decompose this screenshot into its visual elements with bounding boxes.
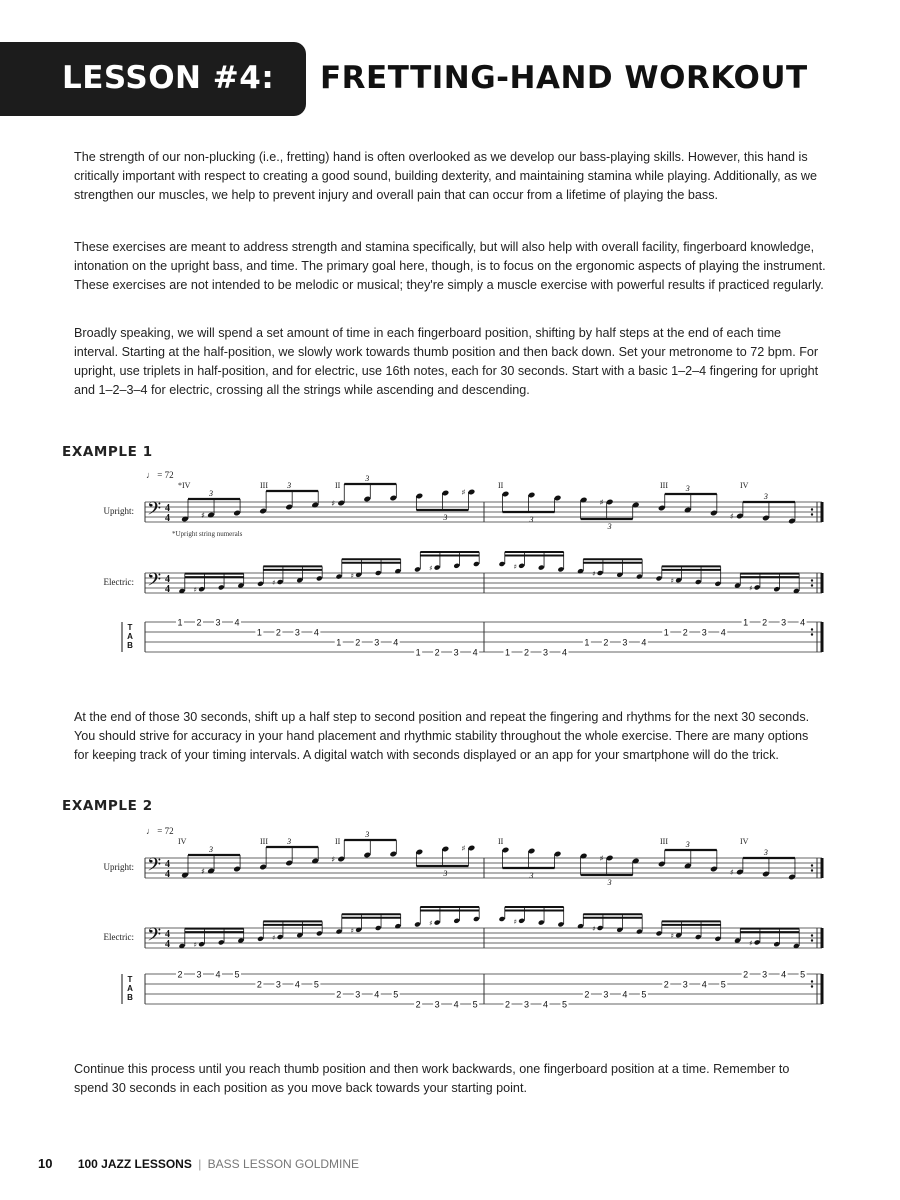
tab-fret-number: 1 (177, 617, 183, 628)
bass-clef-icon: 𝄢 (147, 499, 162, 524)
tab-fret-number: 1 (663, 627, 669, 638)
triplet-marking: 3 (607, 522, 612, 531)
string-numeral: II (498, 481, 504, 490)
sharp-sign: ♯ (513, 562, 518, 571)
sharp-sign: ♯ (331, 855, 336, 864)
tab-fret-number: 2 (682, 627, 688, 638)
tab-fret-number: 2 (177, 969, 183, 980)
triplet-marking: 3 (685, 484, 690, 493)
tab-clef-letter: B (127, 993, 133, 1002)
page-footer (38, 1156, 359, 1171)
sharp-sign: ♯ (350, 571, 355, 580)
sharp-sign: ♯ (461, 844, 466, 853)
footer-book-title: 100 JAZZ LESSONS (77, 1157, 192, 1171)
string-numeral: II (335, 481, 341, 490)
repeat-dot (811, 584, 813, 586)
sharp-sign: ♯ (749, 939, 753, 948)
tab-clef-letter: A (127, 632, 133, 641)
sharp-sign: ♯ (350, 926, 355, 935)
body-paragraph-4: At the end of those 30 seconds, shift up a half step to second position and repeat the fingering and rhythms for the next 30 seconds. You should strive for accuracy in your hand placement and rhythmic stability throughout the whole exercise. There are many options for keeping track of your timing intervals. A digital watch with seconds displayed or an app for your smartphone will do the trick. (74, 710, 810, 762)
repeat-dot (811, 985, 813, 987)
string-numeral: III (660, 837, 668, 846)
upright-staff-label: Upright: (103, 506, 134, 516)
tab-fret-number: 2 (762, 617, 768, 628)
tab-fret-number: 2 (196, 617, 202, 628)
tab-fret-number: 2 (504, 999, 511, 1010)
tab-fret-number: 3 (275, 979, 281, 990)
tab-fret-number: 3 (453, 647, 459, 658)
tab-clef-letter: B (127, 641, 133, 650)
sharp-sign: ♯ (592, 925, 596, 933)
tab-fret-number: 4 (542, 999, 549, 1010)
sharp-sign: ♯ (201, 867, 205, 876)
sharp-sign: ♯ (461, 488, 466, 497)
sharp-sign: ♯ (193, 941, 198, 950)
footer-separator: | (198, 1157, 202, 1171)
tempo-marking: ♩ = 72 (146, 826, 174, 836)
tab-fret-number: 1 (256, 627, 262, 638)
tab-fret-number: 4 (622, 989, 628, 1000)
triplet-marking: 3 (287, 481, 292, 490)
time-signature-top: 4 (165, 503, 170, 514)
tab-fret-number: 3 (762, 969, 768, 980)
tab-fret-number: 2 (355, 637, 361, 648)
sharp-sign: ♯ (670, 577, 675, 586)
tab-fret-number: 2 (523, 647, 530, 658)
time-signature-bottom: 4 (165, 584, 170, 595)
upright-footnote: *Upright string numerals (172, 530, 243, 538)
triplet-marking: 3 (529, 871, 534, 880)
repeat-dot (811, 628, 813, 630)
tab-fret-number: 4 (374, 989, 380, 1000)
tab-fret-number: 4 (393, 637, 399, 648)
tab-clef-letter: T (127, 975, 133, 984)
tab-fret-number: 3 (374, 637, 380, 648)
tab-fret-number: 5 (641, 989, 647, 1000)
time-signature-bottom: 4 (165, 939, 170, 950)
tab-fret-number: 4 (472, 647, 478, 658)
sharp-sign: ♯ (513, 917, 518, 926)
tab-fret-number: 2 (663, 979, 669, 990)
tab-fret-number: 4 (234, 617, 240, 628)
tab-fret-number: 2 (434, 647, 440, 658)
upright-staff-label: Upright: (103, 862, 134, 872)
page-number: 10 (38, 1156, 53, 1171)
tab-fret-number: 2 (603, 637, 609, 648)
tab-fret-number: 5 (313, 979, 319, 990)
tab-fret-number: 3 (355, 989, 361, 1000)
tab-fret-number: 3 (294, 627, 300, 638)
triplet-marking: 3 (607, 878, 612, 887)
tab-fret-number: 3 (542, 647, 549, 658)
tab-fret-number: 4 (561, 647, 568, 658)
tab-fret-number: 5 (234, 969, 240, 980)
time-signature-top: 4 (165, 859, 170, 870)
triplet-marking: 3 (763, 848, 768, 857)
string-numeral: *IV (178, 481, 191, 490)
tab-fret-number: 4 (215, 969, 221, 980)
repeat-dot (811, 508, 813, 510)
tab-fret-number: 4 (453, 999, 459, 1010)
triplet-marking: 3 (443, 869, 448, 878)
tab-fret-number: 2 (415, 999, 421, 1010)
string-numeral: II (498, 837, 504, 846)
example-1-notation (60, 466, 830, 666)
triplet-marking: 3 (685, 840, 690, 849)
tab-fret-number: 4 (720, 627, 726, 638)
tab-fret-number: 3 (215, 617, 221, 628)
repeat-dot (811, 579, 813, 581)
electric-staff-label: Electric: (103, 932, 134, 942)
string-numeral: IV (178, 837, 187, 846)
triplet-marking: 3 (287, 837, 292, 846)
repeat-dot (811, 513, 813, 515)
string-numeral: II (335, 837, 341, 846)
tab-fret-number: 4 (641, 637, 647, 648)
tab-clef-letter: T (127, 623, 133, 632)
tab-fret-number: 5 (720, 979, 726, 990)
string-numeral: IV (740, 837, 749, 846)
tab-fret-number: 4 (313, 627, 319, 638)
tab-fret-number: 4 (800, 617, 806, 628)
sharp-sign: ♯ (331, 499, 336, 508)
time-signature-bottom: 4 (165, 513, 170, 524)
tab-fret-number: 3 (701, 627, 707, 638)
tab-fret-number: 4 (701, 979, 707, 990)
tab-fret-number: 1 (336, 637, 342, 648)
tab-fret-number: 1 (584, 637, 590, 648)
tab-fret-number: 4 (294, 979, 300, 990)
triplet-marking: 3 (209, 489, 214, 498)
lesson-title: FRETTING-HAND WORKOUT (320, 60, 808, 96)
string-numeral: III (260, 481, 268, 490)
tab-fret-number: 3 (682, 979, 688, 990)
tab-fret-number: 1 (415, 647, 421, 658)
tab-fret-number: 5 (472, 999, 478, 1010)
repeat-dot (811, 633, 813, 635)
tab-fret-number: 1 (504, 647, 511, 658)
intro-paragraph-1: The strength of our non-plucking (i.e., fretting) hand is often overlooked as we develop our bass-playing skills. However, this hand is critically important with respect to creating a good sound, building dexterity, and maintaining stamina while playing. Additionally, as we strengthen our muscles, we help to prevent injury and overall pain that can occur from a lifetime of playing the bass. (74, 150, 817, 202)
lesson-number: LESSON #4: (62, 60, 275, 96)
repeat-dot (811, 980, 813, 982)
bass-clef-icon: 𝄢 (147, 570, 162, 595)
intro-paragraph-3: Broadly speaking, we will spend a set amount of time in each fingerboard position, shifting by half steps at the end of each time interval. Starting at the half-position, we slowly work towards thumb position and then back down. Set your metronome to 72 bpm. For upright, use triplets in half-position, and for electric, use 16th notes, each for 30 seconds. Start with a basic 1–2–4 fingering for upright and 1–2–3–4 for electric, crossing all the strings while ascending and descending. (74, 326, 819, 397)
triplet-marking: 3 (209, 845, 214, 854)
repeat-dot (811, 869, 813, 871)
repeat-dot (811, 939, 813, 941)
string-numeral: IV (740, 481, 749, 490)
sharp-sign: ♯ (272, 579, 276, 587)
tab-fret-number: 3 (622, 637, 628, 648)
intro-paragraph-2: These exercises are meant to address strength and stamina specifically, but will also help with overall facility, fingerboard knowledge, intonation on the upright bass, and time. The primary goal here, though, is to focus on the ergonomic aspects of playing the instrument. These exercises are not intended to be melodic or musical; they're simply a muscle exercise with powerful results if practiced regularly. (74, 240, 826, 292)
tab-fret-number: 2 (336, 989, 342, 1000)
tab-fret-number: 5 (800, 969, 806, 980)
repeat-dot (811, 864, 813, 866)
tab-fret-number: 4 (781, 969, 787, 980)
string-numeral: III (660, 481, 668, 490)
footer-subtitle: BASS LESSON GOLDMINE (207, 1157, 360, 1171)
triplet-marking: 3 (443, 513, 448, 522)
triplet-marking: 3 (365, 474, 370, 483)
example-1-label: EXAMPLE 1 (62, 444, 153, 460)
triplet-marking: 3 (529, 515, 534, 524)
sharp-sign: ♯ (729, 512, 734, 521)
tab-clef-letter: A (127, 984, 133, 993)
example-2-label: EXAMPLE 2 (62, 798, 153, 814)
tab-fret-number: 5 (393, 989, 399, 1000)
tab-fret-number: 3 (523, 999, 530, 1010)
tab-fret-number: 2 (256, 979, 262, 990)
tab-fret-number: 3 (603, 989, 609, 1000)
sharp-sign: ♯ (599, 854, 604, 863)
bass-clef-icon: 𝄢 (147, 925, 162, 950)
electric-staff-label: Electric: (103, 577, 134, 587)
sharp-sign: ♯ (599, 498, 604, 507)
sharp-sign: ♯ (193, 586, 198, 595)
sharp-sign: ♯ (272, 934, 276, 942)
sharp-sign: ♯ (729, 868, 734, 877)
tab-fret-number: 3 (196, 969, 202, 980)
sharp-sign: ♯ (592, 570, 596, 578)
sharp-sign: ♯ (670, 932, 675, 941)
sharp-sign: ♯ (201, 511, 205, 520)
example-2-notation (60, 822, 830, 1018)
sharp-sign: ♯ (749, 584, 753, 593)
tab-fret-number: 5 (561, 999, 568, 1010)
repeat-dot (811, 934, 813, 936)
tab-fret-number: 3 (434, 999, 440, 1010)
time-signature-top: 4 (165, 574, 170, 585)
time-signature-bottom: 4 (165, 869, 170, 880)
tab-fret-number: 2 (584, 989, 590, 1000)
time-signature-top: 4 (165, 929, 170, 940)
bass-clef-icon: 𝄢 (147, 855, 162, 880)
sharp-sign: ♯ (429, 919, 433, 928)
tempo-marking: ♩ = 72 (146, 470, 174, 480)
tab-fret-number: 2 (275, 627, 281, 638)
tab-fret-number: 2 (743, 969, 749, 980)
tab-fret-number: 3 (781, 617, 787, 628)
triplet-marking: 3 (763, 492, 768, 501)
closing-paragraph: Continue this process until you reach thumb position and then work backwards, one fingerboard position at a time. Remember to spend 30 seconds in each position as you move back towards your starting point. (74, 1062, 790, 1095)
tab-fret-number: 1 (743, 617, 749, 628)
triplet-marking: 3 (365, 830, 370, 839)
string-numeral: III (260, 837, 268, 846)
sharp-sign: ♯ (429, 564, 433, 573)
